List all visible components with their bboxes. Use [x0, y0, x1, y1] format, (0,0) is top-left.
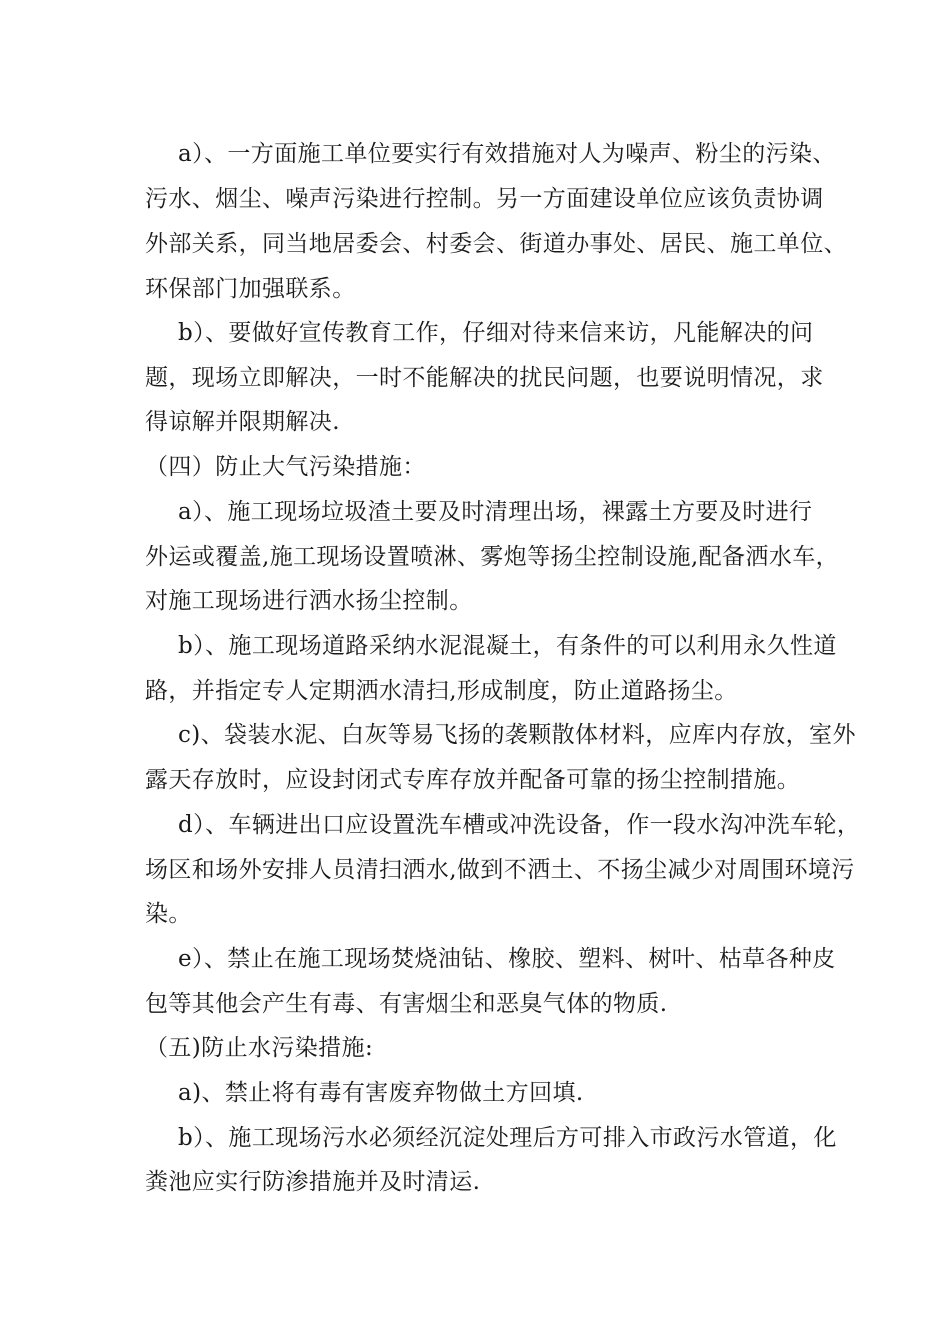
paragraph-b1-line-3: 得谅解并限期解决. [145, 409, 340, 435]
paragraph-d2-line-1: d）、车辆进出口应设置洗车槽或冲洗设备，作一段水沟冲洗车轮， [178, 812, 861, 838]
paragraph-b2-line-1: b）、施工现场道路采纳水泥混凝土，有条件的可以利用永久性道 [178, 633, 837, 659]
paragraph-b3-line-1: b）、施工现场污水必须经沉淀处理后方可排入市政污水管道，化 [178, 1125, 837, 1151]
paragraph-c2-line-2: 露天存放时，应设封闭式专库存放并配备可靠的扬尘控制措施。 [145, 767, 801, 793]
paragraph-e2-line-2: 包等其他会产生有毒、有害烟尘和恶臭气体的物质. [145, 991, 668, 1017]
paragraph-b3-line-2: 粪池应实行防渗措施并及时清运. [145, 1169, 481, 1195]
paragraph-a1-line-4: 环保部门加强联系。 [145, 276, 356, 302]
section-heading-5: （五)防止水污染措施: [145, 1035, 374, 1061]
paragraph-b1-line-1: b）、要做好宣传教育工作，仔细对待来信来访，凡能解决的问 [178, 320, 814, 346]
section-heading-4: （四）防止大气污染措施： [145, 454, 426, 480]
paragraph-a2-line-2: 外运或覆盖,施工现场设置喷淋、雾炮等扬尘控制设施,配备洒水车， [145, 544, 840, 570]
paragraph-d2-line-3: 染。 [145, 901, 192, 927]
paragraph-a1-line-2: 污水、烟尘、噪声污染进行控制。另一方面建设单位应该负责协调 [145, 186, 824, 212]
paragraph-a2-line-1: a）、施工现场垃圾渣土要及时清理出场，裸露土方要及时进行 [178, 499, 813, 525]
paragraph-a1-line-1: a）、一方面施工单位要实行有效措施对人为噪声、粉尘的污染、 [178, 141, 836, 167]
paragraph-a1-line-3: 外部关系，同当地居委会、村委会、街道办事处、居民、施工单位、 [145, 231, 847, 257]
paragraph-b1-line-2: 题，现场立即解决，一时不能解决的扰民问题，也要说明情况，求 [145, 365, 824, 391]
paragraph-a3-line-1: a)、禁止将有毒有害废弃物做土方回填. [178, 1080, 584, 1106]
paragraph-c2-line-1: c)、袋装水泥、白灰等易飞扬的袭颗散体材料，应库内存放，室外 [178, 722, 856, 748]
paragraph-a2-line-3: 对施工现场进行洒水扬尘控制。 [145, 588, 473, 614]
paragraph-e2-line-1: e）、禁止在施工现场焚烧油钻、橡胶、塑料、树叶、枯草各种皮 [178, 946, 836, 972]
paragraph-b2-line-2: 路，并指定专人定期洒水清扫,形成制度，防止道路扬尘。 [145, 678, 738, 704]
paragraph-d2-line-2: 场区和场外安排人员清扫洒水,做到不洒土、不扬尘减少对周围环境污 [145, 857, 855, 883]
